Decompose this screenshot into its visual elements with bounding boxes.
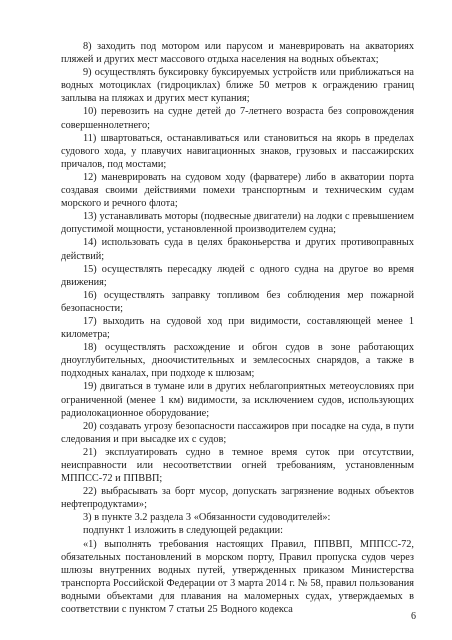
paragraph-item-9: 9) осуществлять буксировку буксируемых устройств или приближаться на водных мотоциклах (гидроциклах) ближе 50 метров к ограждению границ заплыва на пляжах и других мест купания; bbox=[61, 67, 414, 105]
subclause-instruction-paragraph: подпункт 1 изложить в следующей редакции: bbox=[83, 525, 283, 537]
paragraph-item-16: 16) осуществлять заправку топливом без соблюдения мер пожарной безопасности; bbox=[61, 289, 414, 314]
paragraph-item-21: 21) эксплуатировать судно в темное время суток при отсутствии, неисправности или несоответствии огней требованиям, установленным МППСС-72 и ППВВП; bbox=[61, 446, 414, 485]
paragraph-item-15: 15) осуществлять пересадку людей с одного судна на другое во время движения; bbox=[61, 263, 414, 288]
paragraph-item-20: 20) создавать угрозу безопасности пассажиров при посадке на суда, в пути следования и при высадке их с судов; bbox=[61, 420, 414, 445]
paragraph-item-17: 17) выходить на судовой ход при видимости, составляющей менее 1 километра; bbox=[61, 315, 414, 341]
paragraph-item-14: 14) использовать суда в целях браконьерства и других противоправных действий; bbox=[61, 237, 414, 262]
paragraph-item-11: 11) швартоваться, останавливаться или становиться на якорь в пределах судового хода, у плавучих навигационных знаков, грузовых и пассажирских причалов, под мостами; bbox=[61, 132, 414, 170]
paragraph-item-13: 13) устанавливать моторы (подвесные двигатели) на лодки с превышением допустимой мощности, установленной производителем судна; bbox=[61, 211, 414, 236]
paragraph-item-19: 19) двигаться в тумане или в других неблагоприятных метеоусловиях при ограниченной (менее 1 км) видимости, за исключением судов, использующих радиолокационное оборудование; bbox=[61, 381, 414, 419]
paragraph-item-8: 8) заходить под мотором или парусом и маневрировать на акваториях пляжей и других мест массового отдыха населения на водных объектах; bbox=[61, 41, 414, 66]
paragraph-item-18: 18) осуществлять расхождение и обгон судов в зоне работающих дноуглубительных, дноочистительных и землесосных снарядов, а также в подходных каналах, при подходе к шлюзам; bbox=[61, 342, 414, 380]
document-body bbox=[61, 40, 414, 616]
quoted-clause-paragraph: «1) выполнять требования настоящих Правил, ППВВП, МППСС-72, обязательных постановлений в морском порту, Правил пропуска судов через шлюзы внутренних водных путей, утвержденных приказом Министерства транспорта Российской Федерации от 3 марта 2014 г. № 58, правил пользования водными объектами для плавания на маломерных судах, утверждаемых в соответствии с пунктом 7 статьи 25 Водного кодекса bbox=[61, 538, 414, 616]
paragraph-item-10: 10) перевозить на судне детей до 7-летнего возраста без сопровождения совершеннолетнего; bbox=[61, 106, 414, 131]
paragraph-item-22: 22) выбрасывать за борт мусор, допускать загрязнение водных объектов нефтепродуктами»; bbox=[61, 486, 414, 511]
page-number: 6 bbox=[411, 611, 416, 622]
paragraph-item-12: 12) маневрировать на судовом ходу (фарватере) либо в акватории порта создавая своими действиями помехи транспортным и техническим судам морского и речного флота; bbox=[61, 171, 414, 210]
section-amendment-paragraph: 3) в пункте 3.2 раздела 3 «Обязанности судоводителей»: bbox=[83, 512, 331, 524]
